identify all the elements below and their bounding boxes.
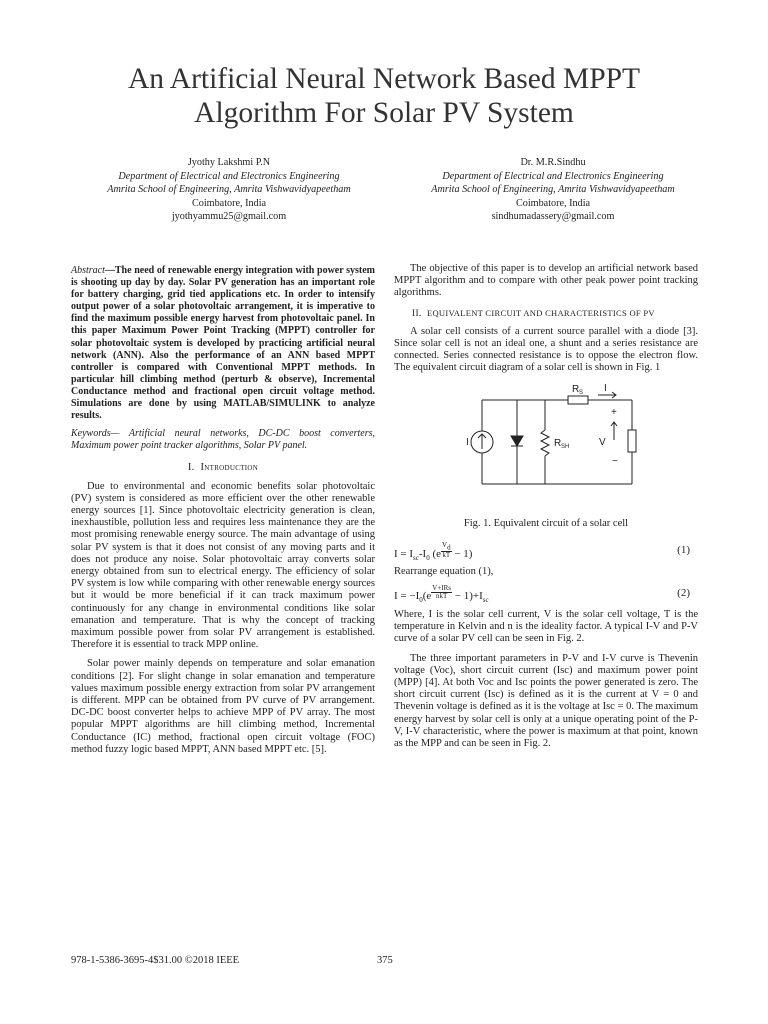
voltage-label: V xyxy=(599,436,606,448)
circuit-paragraph: A solar cell consists of a current source parallel with a diode [3]. Since solar cell is not an ideal one, a shunt and a series resistance are connected. Series connected resistance is to oppose the electron flow. The equivalent circuit diagram of a solar cell is shown in Fig. 1 xyxy=(394,325,698,374)
paper-title xyxy=(0,62,768,130)
right-column xyxy=(394,263,698,757)
objective-paragraph: The objective of this paper is to develop an artificial network based MPPT algorithm and to compare with other peak power point tracking algorithms. xyxy=(394,263,698,299)
shunt-resistor-subscript: SH xyxy=(561,443,570,450)
load-resistor xyxy=(628,430,636,452)
author-block-2 xyxy=(403,156,703,224)
author-school: Amrita School of Engineering, Amrita Vishwavidyapeetham xyxy=(431,184,675,196)
author-name: Jyothy Lakshmi P.N xyxy=(187,157,271,168)
author-block-1 xyxy=(79,156,379,224)
abstract xyxy=(71,265,375,422)
footer-isbn: 978-1-5386-3695-4$31.00 ©2018 IEEE xyxy=(71,955,240,966)
minus-label: − xyxy=(612,455,618,467)
author-city: Coimbatore, India xyxy=(191,197,267,209)
section-number: II. xyxy=(412,308,422,319)
section-title: Introduction xyxy=(200,462,259,474)
section-heading-2 xyxy=(412,307,698,320)
abstract-label: Abstract xyxy=(71,265,105,276)
page-number: 375 xyxy=(377,955,393,966)
shunt-resistor-label: R xyxy=(554,437,562,449)
section-title: EQUIVALENT CIRCUIT AND CHARACTERISTICS OF PV xyxy=(426,307,655,318)
author-email: jyothyammu25@gmail.com xyxy=(171,211,287,223)
equation-1-body: $I = I_{sc}-I_0$ (e $^{\frac{V_d}{kT}}$ − 1) xyxy=(394,540,473,562)
author-name: Dr. M.R.Sindhu xyxy=(520,157,586,168)
author-department: Department of Electrical and Electronics Engineering xyxy=(442,170,664,182)
series-resistor xyxy=(568,396,588,404)
author-department: Department of Electrical and Electronics Engineering xyxy=(118,170,340,182)
circuit-diagram xyxy=(462,382,662,510)
rearrange-text: Rearrange equation (1), xyxy=(394,565,494,577)
intro-paragraph-1: Due to environmental and economic benefits solar photovoltaic (PV) system is considered as more efficient over the other renewable energy sources [1]. Since photovoltaic electricity generation is clean, inexhaustible, pollution less and requires less maintenance they are the most promising renewable energy source. The main advantage of using solar PV system is that it does not consist of any moving parts and it does not produce any noise. Solar photovoltaic array converts solar energy obtained from sun to electrical energy. The efficiency of solar PV system is low while comparing with other renewable energy sources but it would be more beneficial if it can track maximum power continuously for any change in environmental conditions like solar emanation and temperature. That is why the concept of tracking maximum possible power from solar PV arrangement is established. Therefore it is essential to track MPP online. xyxy=(71,480,375,651)
equation-1 xyxy=(394,542,698,562)
section-heading-1 xyxy=(71,462,375,474)
title-line-2: Algorithm For Solar PV System xyxy=(194,97,574,129)
parameters-paragraph: The three important parameters in P-V and I-V curve is Thevenin voltage (Voc), short circuit current (Isc) and maximum power point (MPP) [4]. At both Voc and Isc points the power generated is zero. The short circuit current (Isc) is defined as it is the current at V = 0 and Thevenin voltage is defined as it is the voltage at Isc = 0. The maximum energy harvest by solar cell is only at a unique operating point of the P-V, I-V characteristic, where the power is maximum at that point, known as the MPP and can be seen in Fig. 2. xyxy=(394,652,698,750)
solar-cell-equivalent-circuit xyxy=(462,382,662,510)
author-email: sindhumadassery@gmail.com xyxy=(491,211,615,223)
abstract-text: —The need of renewable energy integration with power system is shooting up day by day. Solar PV generation has an important role for battery charging, grid tied applications etc. In order to intensify output power of a solar photovoltaic arrangement, it is imperative to find the maximum possible energy harvest from photovoltaic panel. In this paper Maximum Power Point Tracking (MPPT) controller for solar photovoltaic system is developed by practicing artificial neural network (ANN). Also the performance of an ANN based MPPT controller is compared with Conventional MPPT methods. In particular hill climbing method (perturb & observe), Incremental Conductance method and fractional open circuit voltage method. Simulations are done by using MATLAB/SIMULINK to analyze results. xyxy=(71,265,375,422)
equation-2-body: $I = -I_0(e$ $^{\frac{\text{V+IRs}}{\text{nkT}}}$ − $1)+I_{sc}$ xyxy=(394,584,489,604)
section-number: I. xyxy=(187,462,195,474)
intro-paragraph-2: Solar power mainly depends on temperature and solar emanation conditions [2]. For slight change in solar emanation and temperature values maximum possible energy extraction from solar PV arrangement is different. MPP can be obtained from PV curve of PV arrangement. DC-DC boost converter helps to achieve MPP of PV array. The most popular MPPT algorithms are hill climbing method, Incremental Conductance (IC) method, fractional open circuit voltage (FOC) method fuzzy logic based MPPT, ANN based MPPT etc. [5]. xyxy=(71,658,375,755)
equation-1-number: (1) xyxy=(677,543,690,556)
author-school: Amrita School of Engineering, Amrita Vishwavidyapeetham xyxy=(107,184,351,196)
left-column xyxy=(71,265,375,763)
source-label: I xyxy=(466,436,469,448)
where-paragraph: Where, I is the solar cell current, V is the solar cell voltage, T is the temperature in Kelvin and n is the ideality factor. A typical I-V and P-V curve of a solar PV cell can be seen in Fig. 2. xyxy=(394,609,698,645)
keywords: Keywords— Artificial neural networks, DC-DC boost converters, Maximum power point tracker algorithms, Solar PV panel. xyxy=(71,428,375,452)
diode xyxy=(511,436,523,446)
author-city: Coimbatore, India xyxy=(515,197,591,209)
equation-2 xyxy=(394,585,698,605)
plus-label: + xyxy=(611,406,617,418)
current-label: I xyxy=(604,382,607,394)
series-resistor-subscript: S xyxy=(579,389,584,396)
equation-2-number: (2) xyxy=(677,587,690,600)
series-resistor-label: R xyxy=(572,383,580,395)
figure-caption: Fig. 1. Equivalent circuit of a solar cell xyxy=(463,517,629,529)
title-line-1: An Artificial Neural Network Based MPPT xyxy=(127,63,641,95)
shunt-resistor xyxy=(541,430,549,456)
